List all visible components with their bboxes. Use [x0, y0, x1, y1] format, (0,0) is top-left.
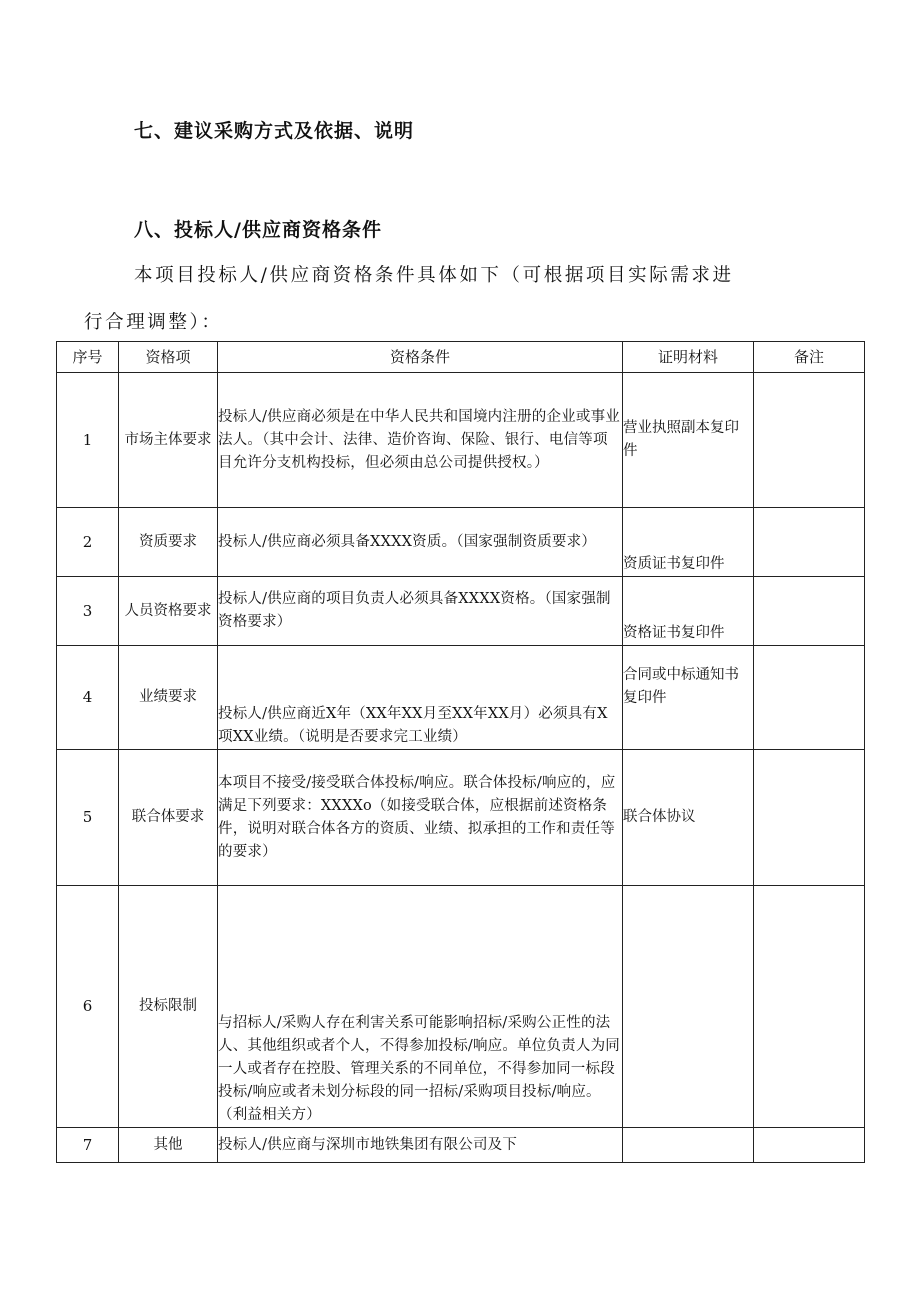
row-proof: 联合体协议 — [623, 750, 754, 886]
row-condition: 投标人/供应商近X年（XX年XX月至XX年XX月）必须具有X项XX业绩。（说明是否要求完工业绩） — [218, 646, 623, 750]
row-index: 6 — [57, 886, 119, 1128]
row-item: 投标限制 — [119, 886, 218, 1128]
row-proof: 资质证书复印件 — [623, 508, 754, 577]
row-proof — [623, 886, 754, 1128]
row-condition: 投标人/供应商的项目负责人必须具备XXXX资格。（国家强制资格要求） — [218, 577, 623, 646]
table-row — [57, 508, 865, 577]
row-index: 3 — [57, 577, 119, 646]
row-condition: 投标人/供应商与深圳市地铁集团有限公司及下 — [218, 1128, 623, 1163]
header-index: 序号 — [57, 342, 119, 373]
row-index: 5 — [57, 750, 119, 886]
section-7-heading: 七、建议采购方式及依据、说明 — [134, 120, 415, 142]
row-remark — [754, 750, 865, 886]
row-item: 业绩要求 — [119, 646, 218, 750]
table-row — [57, 577, 865, 646]
table-row — [57, 750, 865, 886]
row-remark — [754, 886, 865, 1128]
intro-text-line-1: 本项目投标人/供应商资格条件具体如下（可根据项目实际需求进 — [134, 265, 734, 286]
header-item: 资格项 — [119, 342, 218, 373]
row-remark — [754, 646, 865, 750]
row-condition: 投标人/供应商必须具备XXXX资质。（国家强制资质要求） — [218, 508, 623, 577]
table-row — [57, 646, 865, 750]
row-proof: 资格证书复印件 — [623, 577, 754, 646]
table-row — [57, 1128, 865, 1163]
row-condition: 与招标人/采购人存在利害关系可能影响招标/采购公正性的法人、其他组织或者个人，不得参加投标/响应。单位负责人为同一人或者存在控股、管理关系的不同单位，不得参加同一标段投标/响应或者未划分标段的同一招标/采购项目投标/响应。（利益相关方） — [218, 886, 623, 1128]
qualification-table — [56, 341, 865, 1163]
row-condition: 本项目不接受/接受联合体投标/响应。联合体投标/响应的，应满足下列要求：XXXXo（如接受联合体，应根据前述资格条件，说明对联合体各方的资质、业绩、拟承担的工作和责任等的要求） — [218, 750, 623, 886]
row-item: 市场主体要求 — [119, 373, 218, 508]
row-remark — [754, 577, 865, 646]
row-remark — [754, 508, 865, 577]
row-index: 7 — [57, 1128, 119, 1163]
intro-text-line-2: 行合理调整）： — [84, 312, 223, 333]
row-index: 2 — [57, 508, 119, 577]
row-proof: 营业执照副本复印件 — [623, 373, 754, 508]
row-remark — [754, 373, 865, 508]
row-item: 联合体要求 — [119, 750, 218, 886]
header-remark: 备注 — [754, 342, 865, 373]
row-item: 人员资格要求 — [119, 577, 218, 646]
row-item: 其他 — [119, 1128, 218, 1163]
table-row — [57, 886, 865, 1128]
row-condition: 投标人/供应商必须是在中华人民共和国境内注册的企业或事业法人。（其中会计、法律、造价咨询、保险、银行、电信等项目允许分支机构投标，但必须由总公司提供授权。） — [218, 373, 623, 508]
header-proof: 证明材料 — [623, 342, 754, 373]
row-item: 资质要求 — [119, 508, 218, 577]
row-proof — [623, 1128, 754, 1163]
table-row — [57, 373, 865, 508]
row-proof: 合同或中标通知书复印件 — [623, 646, 754, 750]
table-header-row — [57, 342, 865, 373]
row-remark — [754, 1128, 865, 1163]
row-index: 1 — [57, 373, 119, 508]
section-8-heading: 八、投标人/供应商资格条件 — [134, 219, 382, 241]
header-condition: 资格条件 — [218, 342, 623, 373]
row-index: 4 — [57, 646, 119, 750]
